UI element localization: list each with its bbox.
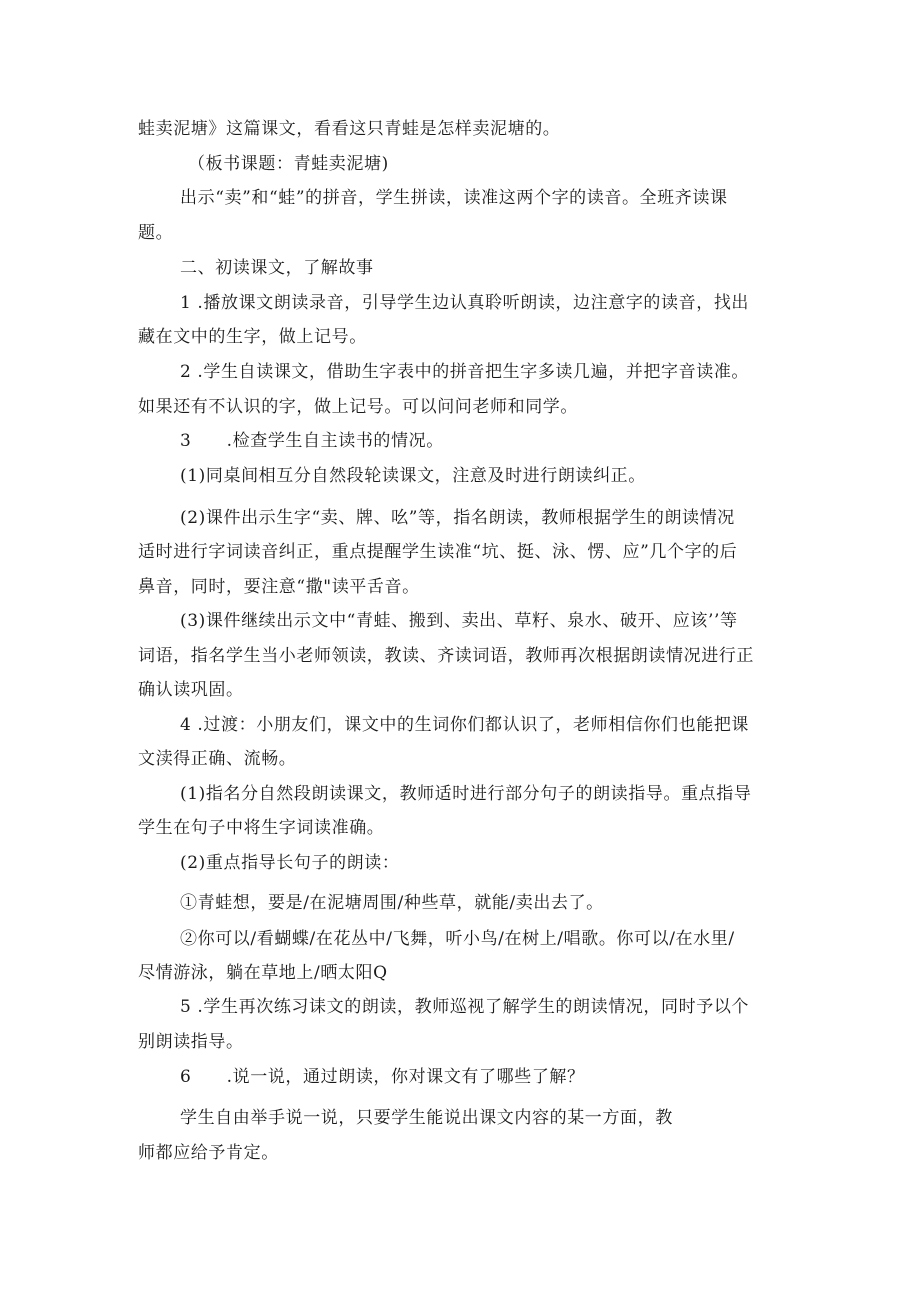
text-line-15: (3)课件继续出示文中“青蛙、搬到、卖出、草籽、泉水、破开、应该’’等 xyxy=(180,611,738,631)
text-line-13: 适时进行字词读音纠正，重点提醒学生读准“坑、挺、泳、愣、应”几个字的后 xyxy=(138,542,738,562)
text-line-29: 学生自由举手说一说，只要学生能说出课文内容的某一方面，教 xyxy=(180,1108,673,1128)
text-line-10: 3 .检查学生自主读书的情况。 xyxy=(180,431,444,451)
text-line-2: （板书课题：青蛙卖泥塘) xyxy=(188,154,389,174)
text-line-18: 4 .过渡：小朋友们，课文中的生词你们都认识了，老师相信你们也能把课 xyxy=(180,715,750,735)
section-heading: 二、初读课文，了解故事 xyxy=(180,258,374,278)
text-line-24: ②你可以/看蝴蝶/在花丛中/飞舞，听小鸟/在树上/唱歌。你可以/在水里/ xyxy=(180,929,735,949)
text-line-3: 出示“卖”和“蛙”的拼音，学生拼读，读准这两个字的读音。全班齐读课 xyxy=(180,188,728,208)
text-line-17: 确认读巩固。 xyxy=(138,680,244,700)
text-line-20: (1)指名分自然段朗读课文，教师适时进行部分句子的朗读指导。重点指导 xyxy=(180,784,752,804)
text-line-1: 蛙卖泥塘》这篇课文，看看这只青蛙是怎样卖泥塘的。 xyxy=(138,119,561,139)
text-line-14: 鼻音，同时，要注意“撒"读平舌音。 xyxy=(138,577,420,597)
text-line-12: (2)课件出示生字“卖、牌、吆”等，指名朗读，教师根据学生的朗读情况 xyxy=(180,508,735,528)
text-line-28: 6 .说一说，通过朗读，你对课文有了哪些了解？ xyxy=(180,1067,585,1087)
text-line-16: 词语，指名学生当小老师领读，教读、齐读词语，教师再次根据朗读情况进行正 xyxy=(138,646,754,666)
text-line-25: 尽情游泳，躺在草地上/晒太阳Q xyxy=(138,963,388,983)
text-line-8: 2 .学生自读课文，借助生字表中的拼音把生字多读几遍，并把字音读准。 xyxy=(180,362,750,382)
text-line-23: ①青蛙想，要是/在泥塘周围/种些草，就能/卖出去了。 xyxy=(180,893,604,913)
text-line-26: 5 .学生再次练习诔文的朗读，教师巡视了解学生的朗读情况，同时予以个 xyxy=(180,997,750,1017)
text-line-27: 别朗读指导。 xyxy=(138,1032,244,1052)
text-line-11: (1)同桌间相互分自然段轮读课文，注意及时进行朗读纠正。 xyxy=(180,466,646,486)
text-line-6: 1 .播放课文朗读录音，引导学生边认真聆听朗读，边注意字的读音，找出 xyxy=(180,293,750,313)
text-line-9: 如果还有不认识的字，做上记号。可以问问老师和同学。 xyxy=(138,397,578,417)
text-line-21: 学生在句子中将生字词读准确。 xyxy=(138,818,385,838)
text-line-30: 师都应给予肯定。 xyxy=(138,1143,279,1163)
text-line-4: 题。 xyxy=(138,223,174,243)
text-line-22: (2)重点指导长句子的朗读： xyxy=(180,853,400,873)
text-line-19: 文渎得正确、流畅。 xyxy=(138,749,297,769)
text-line-7: 藏在文中的生字，做上记号。 xyxy=(138,327,367,347)
